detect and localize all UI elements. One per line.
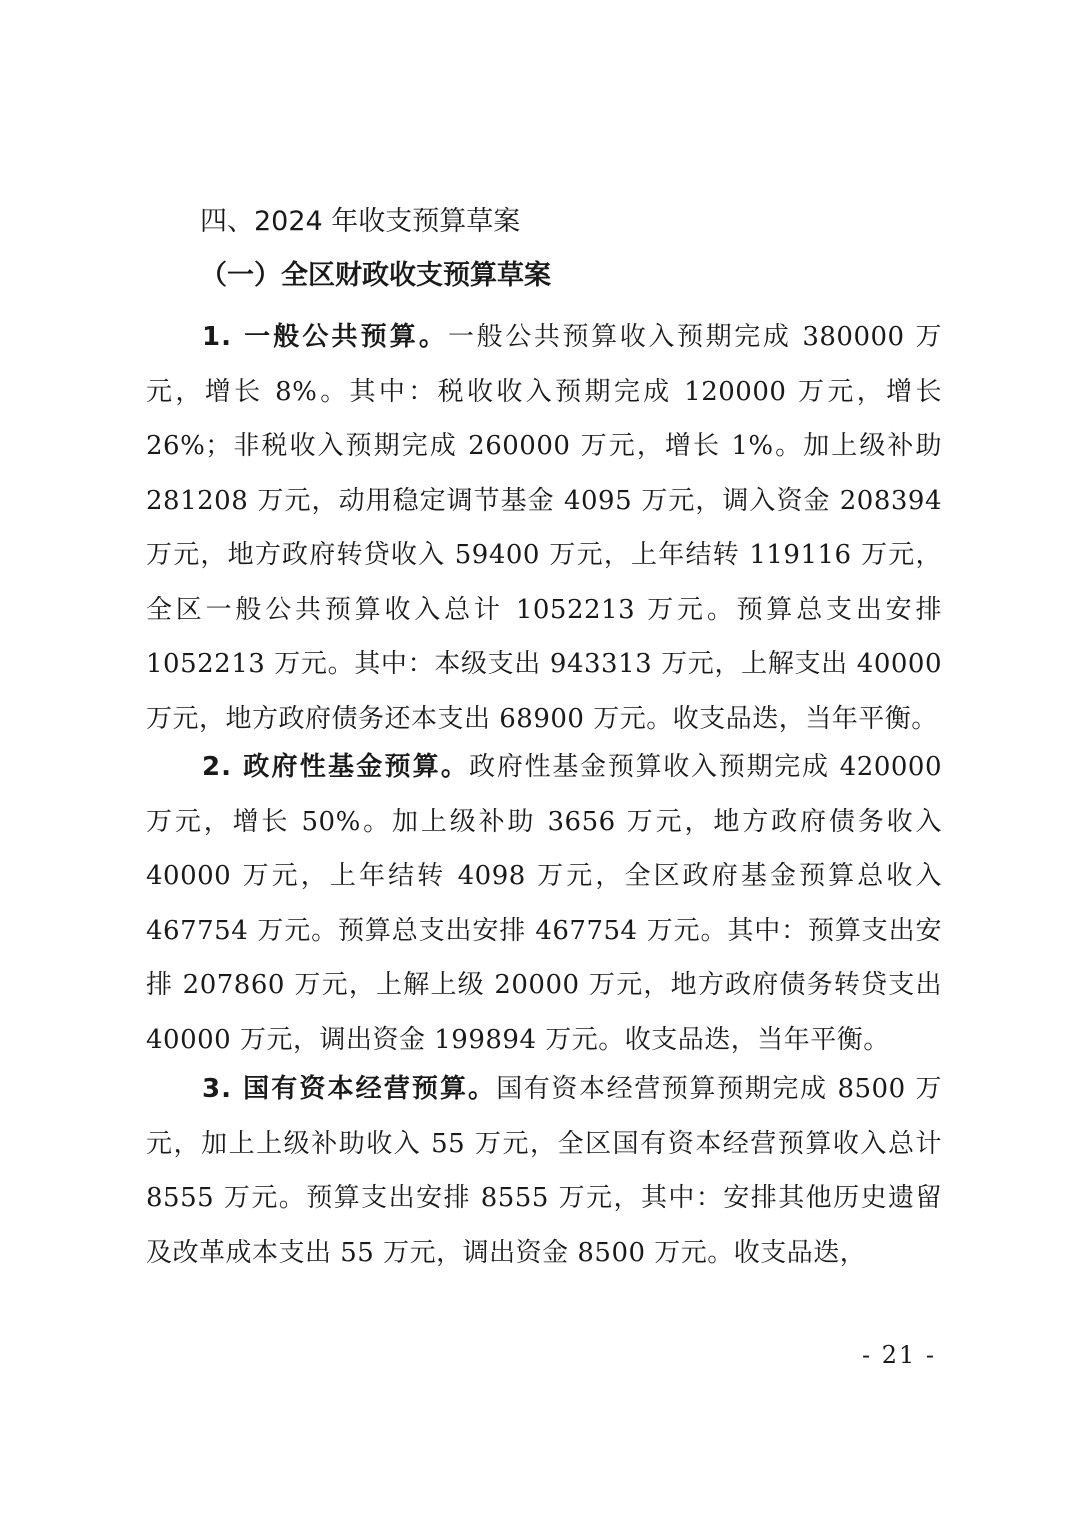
paragraph-body: 国有资本经营预算预期完成 8500 万元，加上上级补助收入 55 万元，全区国有资本经营预算收入总计 8555 万元。预算支出安排 8555 万元，其中：安排其他历史遗留及改革成本支出 55 万元，调出资金 8500 万元。收支品迭， (146, 1074, 942, 1268)
paragraph-general-public-budget (146, 310, 942, 746)
paragraph-body: 一般公共预算收入预期完成 380000 万元，增长 8%。其中：税收收入预期完成 120000 万元，增长 26%；非税收入预期完成 260000 万元，增长 1%。加上级补助 281208 万元，动用稳定调节基金 4095 万元，调入资金 208394 万元，地方政府转贷收入 59400 万元，上年结转 119116 万元，全区一般公共预算收入总计 1052213 万元。预算总支出安排 1052213 万元。其中：本级支出 943313 万元，上解支出 40000 万元，地方政府债务还本支出 68900 万元。收支品迭，当年平衡。 (146, 322, 942, 734)
paragraph-state-capital-budget (146, 1062, 942, 1280)
subsection-heading: （一）全区财政收支预算草案 (200, 260, 551, 291)
paragraph-lead: 3. 国有资本经营预算。 (202, 1074, 497, 1104)
paragraph-body: 政府性基金预算收入预期完成 420000 万元，增长 50%。加上级补助 3656 万元，地方政府债务收入 40000 万元，上年结转 4098 万元，全区政府基金预算总收入 467754 万元。预算总支出安排 467754 万元。其中：预算支出安排 207860 万元，上解上级 20000 万元，地方政府债务转贷支出 40000 万元，调出资金 199894 万元。收支品迭，当年平衡。 (146, 752, 942, 1055)
paragraph-lead: 2. 政府性基金预算。 (202, 752, 470, 782)
paragraph-government-fund-budget (146, 740, 942, 1067)
page-number: - 21 - (862, 1341, 937, 1369)
section-heading: 四、2024 年收支预算草案 (200, 206, 521, 237)
paragraph-lead: 1. 一般公共预算。 (202, 322, 448, 352)
